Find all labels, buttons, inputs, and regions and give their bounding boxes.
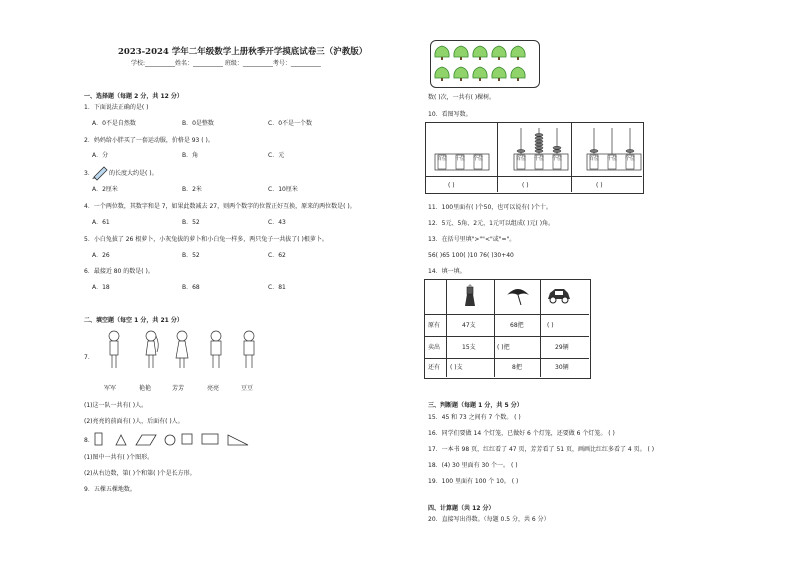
row-sold-pencils: 15支 <box>462 344 476 351</box>
q14-row-line-3 <box>424 358 589 359</box>
question-8-number: 8． <box>84 437 94 444</box>
row-sold-label: 卖出 <box>428 344 441 351</box>
section-1-heading: 一、选择题（每题 2 分，共 12 分） <box>84 93 183 100</box>
abacus-bead <box>535 134 543 137</box>
children-illustration <box>104 328 284 378</box>
trees-illustration <box>430 40 538 86</box>
q4-option-a: A．61 <box>92 219 110 226</box>
question-14: 14．填一填。 <box>428 268 466 275</box>
abacus-1-label-hundreds: 百位 <box>437 156 448 162</box>
question-13-items: 56( )65 100( )10 76( )30+40 <box>428 252 514 259</box>
q14-col-line-2 <box>494 279 495 377</box>
tree-icon <box>454 67 468 81</box>
q1-option-b: B．0是整数 <box>182 120 214 127</box>
child-junjun <box>109 331 119 368</box>
child-name-5: 豆豆 <box>241 385 254 392</box>
q3-option-a: A．2厘米 <box>92 186 118 193</box>
triangle-shape <box>116 435 126 445</box>
page-title: 2023-2024 学年二年级数学上册秋季开学摸底试卷三（沪教版） <box>118 47 368 57</box>
row-left-umbrellas: 8把 <box>512 364 522 371</box>
question-15: 15．45 和 73 之间有 7 个数。 ( ) <box>428 414 521 421</box>
rectangle-shape <box>202 434 218 444</box>
q5-option-b: B．52 <box>182 252 200 259</box>
tall-rectangle-shape <box>95 433 102 445</box>
q4-option-c: C．43 <box>268 219 286 226</box>
q14-row-line-1 <box>424 314 589 315</box>
question-1: 1．下面说法正确的是( ) <box>84 104 149 111</box>
child-yanyan <box>146 331 158 368</box>
q2-option-c: C．元 <box>268 152 285 159</box>
row-original-cars: ( ) <box>547 322 554 329</box>
pencil-icon <box>462 284 478 308</box>
tree-icon <box>454 46 468 60</box>
question-8-2: (2)从右边数，第( )个和第( )个是长方形。 <box>84 470 196 477</box>
right-triangle-shape <box>228 435 248 445</box>
question-3: 的长度大约是( )。 <box>109 170 158 177</box>
q6-option-c: C．81 <box>268 284 286 291</box>
abacus-3-answer: ( ) <box>596 182 603 189</box>
abacus-bead <box>535 137 543 140</box>
tree-icon <box>435 67 449 81</box>
question-3-prefix: 3． <box>84 170 94 177</box>
question-7-2: (2)亮亮的前面有( )人，后面有( )人。 <box>84 418 184 425</box>
row-left-pencils: ( )支 <box>450 364 463 371</box>
abacus-bead <box>535 143 543 146</box>
abacus-3-label-ones: 个位 <box>625 156 636 162</box>
row-original-umbrellas: 68把 <box>510 322 524 329</box>
abacus-bead <box>535 140 543 143</box>
q3-option-b: B．2米 <box>182 186 202 193</box>
child-name-3: 芳芳 <box>172 385 185 392</box>
q6-option-b: B．68 <box>182 284 200 291</box>
question-19: 19．100 里面有 100 个 10。 ( ) <box>428 478 519 485</box>
q1-option-c: C．0不是一个数 <box>268 120 313 127</box>
abacus-bead <box>535 146 543 149</box>
section-4-heading: 四、计算题（共 12 分） <box>428 505 495 512</box>
question-13: 13．在括号里填">""<"或"="。 <box>428 236 516 243</box>
question-18: 18．(4) 30 里面有 30 个一。 ( ) <box>428 462 518 469</box>
question-8-1: (1)图中一共有( )个图形。 <box>84 454 154 461</box>
crayon-icon <box>92 165 108 179</box>
child-fangfang <box>176 331 188 368</box>
student-info-line: 学校:__________姓名：__________ 班级：__________考号：__________ <box>131 60 321 67</box>
row-original-label: 原有 <box>428 322 441 329</box>
tree-icon <box>511 67 525 81</box>
question-10: 10．看图写数。 <box>428 111 472 118</box>
question-20: 20．直接写出得数。（每题 0.5 分，共 6 分） <box>428 516 550 523</box>
tree-icon <box>492 46 506 60</box>
abacus-bead <box>626 150 634 153</box>
question-9-answer: 数( )次，一共有( )棵树。 <box>428 94 496 101</box>
question-2: 2．妈妈给小胖买了一套运动服，价格是 93 ( )。 <box>84 137 214 144</box>
abacus-2-label-ones: 个位 <box>552 156 563 162</box>
question-7-number: 7． <box>84 354 94 361</box>
tree-icon <box>511 46 525 60</box>
abacus-2-answer: ( ) <box>522 182 529 189</box>
child-name-2: 艳艳 <box>139 385 152 392</box>
tree-icon <box>473 46 487 60</box>
tree-icon <box>473 67 487 81</box>
abacus-1-label-tens: 十位 <box>455 156 466 162</box>
abacus-2-label-hundreds: 百位 <box>516 156 527 162</box>
abacus-bead <box>535 150 543 153</box>
question-5: 5．小白兔拔了 26 根萝卜，小灰兔拔的萝卜和小白兔一样多，两只兔子一共拔了( )根萝卜。 <box>84 236 328 243</box>
child-doudou <box>244 331 254 368</box>
abacus-drawings <box>425 122 642 177</box>
q5-option-c: C．62 <box>268 252 286 259</box>
q2-option-a: A．分 <box>92 152 109 159</box>
row-left-cars: 30辆 <box>555 364 569 371</box>
abacus-1-label-ones: 个位 <box>473 156 484 162</box>
q14-col-line-1 <box>446 279 447 377</box>
square-shape <box>182 434 192 444</box>
q5-option-a: A．26 <box>92 252 110 259</box>
abacus-3-label-hundreds: 百位 <box>589 156 600 162</box>
q14-col-line-3 <box>540 279 541 377</box>
q14-row-line-2 <box>424 336 589 337</box>
row-original-pencils: 47支 <box>462 322 476 329</box>
question-6: 6．最接近 80 的数是( )。 <box>84 268 154 275</box>
question-11: 11．100里面有( )个50，也可以说有( )个十。 <box>428 204 552 211</box>
abacus-bead <box>553 150 561 153</box>
tree-icon <box>435 46 449 60</box>
question-9: 9．五棵五棵地数。 <box>84 486 136 493</box>
question-17: 17．一本书 98 页，红红看了 47 页，芳芳看了 51 页，画画比红红多看了 4 页。 ( ) <box>428 446 655 453</box>
abacus-bead <box>517 150 525 153</box>
abacus-3-label-tens: 十位 <box>607 156 618 162</box>
question-12: 12．5元、5角、2元，1元可以组成( )元( )角。 <box>428 220 555 227</box>
parallelogram-shape <box>136 435 156 445</box>
q6-option-a: A．18 <box>92 284 110 291</box>
abacus-1-answer: ( ) <box>448 182 455 189</box>
child-liangliang <box>211 331 221 368</box>
child-name-1: 军军 <box>104 385 117 392</box>
abacus-bead <box>590 150 598 153</box>
q1-option-a: A．0不是自然数 <box>92 120 136 127</box>
abacus-2-label-tens: 十位 <box>534 156 545 162</box>
toy-car-icon <box>546 287 572 305</box>
shapes-row <box>94 432 264 446</box>
question-7-1: (1)这一队一共有( )人。 <box>84 402 148 409</box>
q3-option-c: C．10厘米 <box>268 186 298 193</box>
tree-icon <box>492 67 506 81</box>
q2-option-b: B．角 <box>182 152 199 159</box>
row-sold-cars: 29辆 <box>555 344 569 351</box>
row-sold-umbrellas: ( )把 <box>497 344 510 351</box>
section-2-heading: 二、填空题（每空 1 分，共 21 分） <box>84 317 183 324</box>
row-left-label: 还有 <box>428 364 441 371</box>
circle-shape <box>165 435 175 445</box>
child-name-4: 亮亮 <box>207 385 220 392</box>
question-4: 4．一个两位数，其数字和是 7，如果此数减去 27，则两个数字的位置正好互换，原来的两位数是( )。 <box>84 203 356 210</box>
question-16: 16．同学们要做 14 个灯笼，已做好 6 个灯笼，还要做 6 个灯笼。 ( ) <box>428 430 615 437</box>
abacus-bead <box>553 146 561 149</box>
umbrella-icon <box>506 286 530 306</box>
q4-option-b: B．52 <box>182 219 200 226</box>
section-3-heading: 三、判断题（每题 1 分，共 5 分） <box>428 402 523 409</box>
